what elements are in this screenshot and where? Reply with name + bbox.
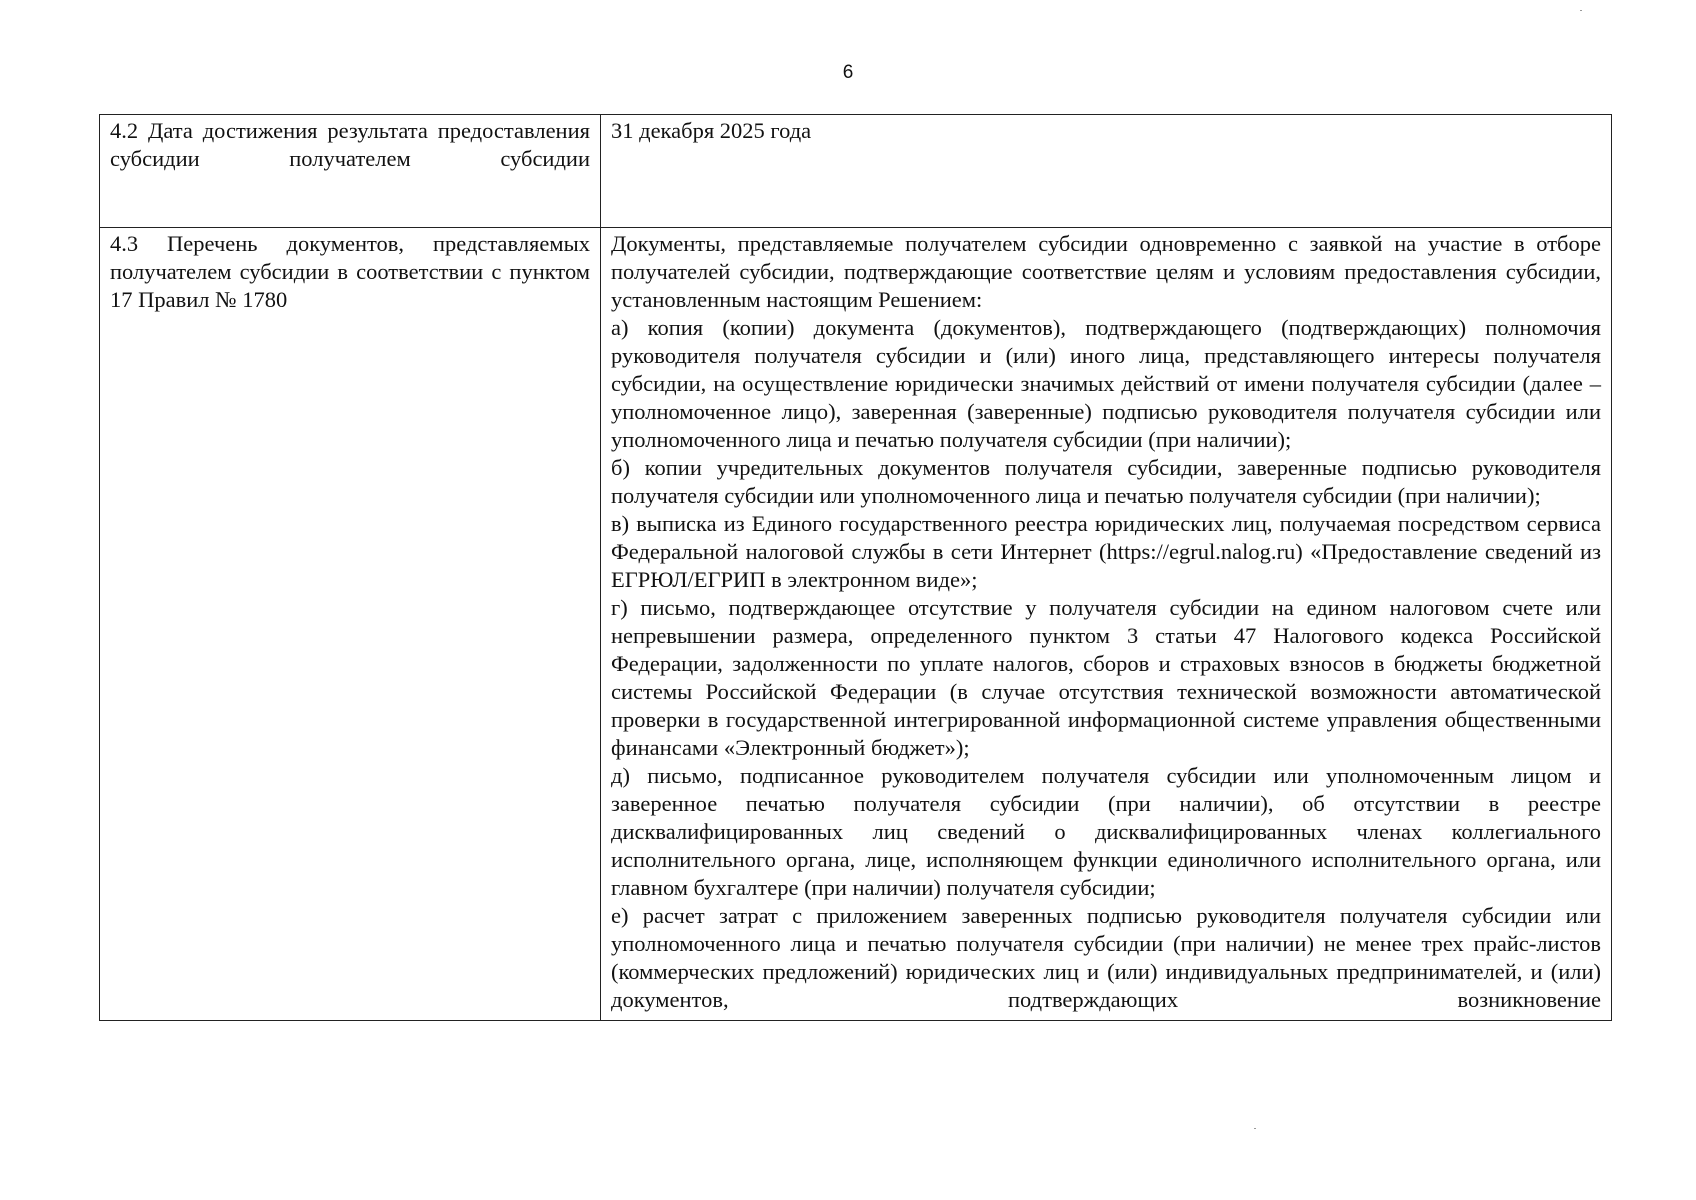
- item-a-paragraph: а) копия (копии) документа (документов), подтверждающего (подтверждающих) полномочия руководителя получателя субсидии и (или) иного лица, представляющего интересы получателя субсидии, на осуществление юридически значимых действий от имени получателя субсидии (далее – уполномоченное лицо), заверенная (заверенные) подписью руководителя получателя субсидии или уполномоченного лица и печатью получателя субсидии (при наличии);: [611, 315, 1601, 452]
- document-table: [99, 114, 1612, 1021]
- row-label: [100, 228, 601, 1021]
- row-label-text: 4.2 Дата достижения результата предоставления субсидии получателем субсидии: [110, 118, 590, 171]
- item-d-paragraph: д) письмо, подписанное руководителем получателя субсидии или уполномоченным лицом и заверенное печатью получателя субсидии (при наличии), об отсутствии в реестре дисквалифицированных лиц сведений о дисквалифицированных членах коллегиального исполнительного органа, лице, исполняющем функции единоличного исполнительного органа, или главном бухгалтере (при наличии) получателя субсидии;: [611, 763, 1601, 900]
- table-row: [100, 228, 1612, 1021]
- row-label-text: 4.3 Перечень документов, представляемых получателем субсидии в соответствии с пунктом 17 Правил № 1780: [110, 231, 590, 312]
- row-content: [601, 228, 1612, 1021]
- item-g-paragraph: г) письмо, подтверждающее отсутствие у получателя субсидии на едином налоговом счете или непревышении размера, определенного пунктом 3 статьи 47 Налогового кодекса Российской Федерации, задолженности по уплате налогов, сборов и страховых взносов в бюджеты бюджетной системы Российской Федерации (в случае отсутствия технической возможности автоматической проверки в государственной интегрированной информационной системе управления общественными финансами «Электронный бюджет»);: [611, 595, 1601, 760]
- page-number: 6: [842, 62, 854, 83]
- item-b-paragraph: б) копии учредительных документов получателя субсидии, заверенные подписью руководителя получателя субсидии или уполномоченного лица и печатью получателя субсидии (при наличии);: [611, 455, 1601, 508]
- scan-speck: [1580, 10, 1582, 11]
- table-row: [100, 115, 1612, 228]
- row-content-paragraph: 31 декабря 2025 года: [611, 118, 812, 143]
- intro-paragraph: Документы, представляемые получателем субсидии одновременно с заявкой на участие в отборе получателей субсидии, подтверждающие соответствие целям и условиям предоставления субсидии, установленным настоящим Решением:: [611, 231, 1601, 312]
- row-content: [601, 115, 1612, 228]
- row-label: [100, 115, 601, 228]
- item-e-paragraph: е) расчет затрат с приложением заверенных подписью руководителя получателя субсидии или уполномоченного лица и печатью получателя субсидии (при наличии) не менее трех прайс-листов (коммерческих предложений) юридических лиц и (или) индивидуальных предпринимателей, и (или) документов, подтверждающих возникновение: [611, 903, 1601, 1012]
- item-v-paragraph: в) выписка из Единого государственного реестра юридических лиц, получаемая посредством сервиса Федеральной налоговой службы в сети Интернет (https://egrul.nalog.ru) «Предоставление сведений из ЕГРЮЛ/ЕГРИП в электронном виде»;: [611, 511, 1601, 592]
- scan-speck: [1254, 1128, 1256, 1129]
